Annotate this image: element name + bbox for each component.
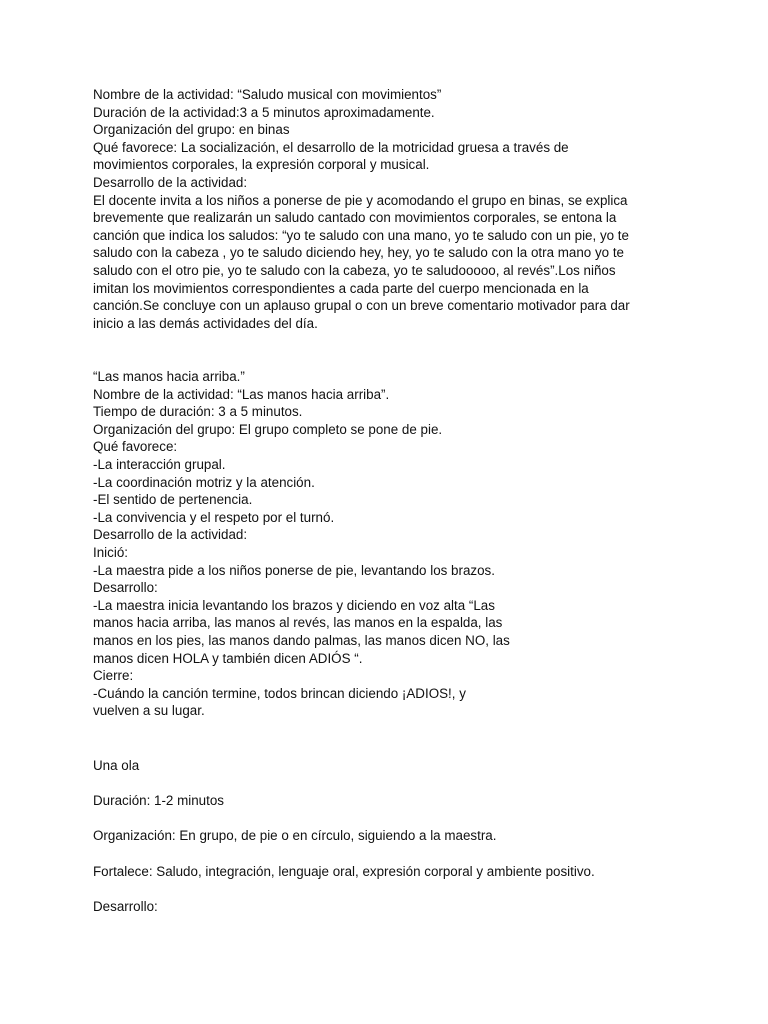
text-line: vuelven a su lugar. (93, 703, 205, 719)
paragraph-gap (93, 810, 693, 828)
paragraph-gap (93, 775, 693, 793)
development-heading: Desarrollo: (93, 898, 158, 914)
duration-line: Duración: 1-2 minutos (93, 793, 224, 809)
text-line: canción.Se concluye con un aplauso grupal o con un breve comentario motivador para dar (93, 298, 630, 314)
text-line: Inició: (93, 544, 128, 560)
text-line: Duración de la actividad:3 a 5 minutos aproximadamente. (93, 104, 435, 120)
text-line: Desarrollo de la actividad: (93, 174, 248, 190)
text-line: saludo con el otro pie, yo te saludo con la cabeza, yo te saludooooo, al revés”.Los niños (93, 262, 616, 278)
text-line: El docente invita a los niños a ponerse de pie y acomodando el grupo en binas, se explica (93, 192, 628, 208)
text-line: manos dicen HOLA y también dicen ADIÓS “. (93, 650, 363, 666)
strengthens-line: Fortalece: Saludo, integración, lenguaje oral, expresión corporal y ambiente positivo. (93, 863, 595, 879)
text-line: manos en los pies, las manos dando palmas, las manos dicen NO, las (93, 632, 510, 648)
activity-title: “Las manos hacia arriba.” (93, 369, 245, 384)
activity-una-ola (93, 757, 693, 915)
text-line: Organización del grupo: en binas (93, 122, 290, 138)
activity-saludo-musical (93, 86, 693, 332)
text-line: inicio a las demás actividades del día. (93, 315, 318, 331)
text-line: Tiempo de duración: 3 a 5 minutos. (93, 404, 303, 420)
organization-line: Organización: En grupo, de pie o en círculo, siguiendo a la maestra. (93, 828, 497, 844)
text-line: Qué favorece: La socialización, el desarrollo de la motricidad gruesa a través de (93, 139, 569, 155)
text-line: Qué favorece: (93, 439, 178, 455)
text-line: Desarrollo: (93, 580, 158, 596)
text-line: -La interacción grupal. (93, 456, 226, 472)
paragraph-gap (93, 880, 693, 898)
text-line: -La coordinación motriz y la atención. (93, 474, 315, 490)
text-line: -Cuándo la canción termine, todos brincan diciendo ¡ADIOS!, y (93, 685, 466, 701)
text-line: Organización del grupo: El grupo completo se pone de pie. (93, 421, 443, 437)
text-line: -El sentido de pertenencia. (93, 492, 253, 508)
text-line: manos hacia arriba, las manos al revés, las manos en la espalda, las (93, 615, 503, 631)
text-line: -La maestra inicia levantando los brazos y diciendo en voz alta “Las (93, 597, 495, 613)
text-line: brevemente que realizarán un saludo cantado con movimientos corporales, se entona la (93, 210, 617, 226)
text-line: saludo con la cabeza , yo te saludo diciendo hey, hey, yo te saludo con la otra mano yo te (93, 245, 625, 261)
activity-manos-hacia-arriba (93, 368, 693, 720)
text-line: Cierre: (93, 668, 134, 684)
text-line: Nombre de la actividad: “Saludo musical con movimientos” (93, 87, 442, 102)
text-line: canción que indica los saludos: “yo te saludo con una mano, yo te saludo con un pie, yo te (93, 227, 629, 243)
text-line: Desarrollo de la actividad: (93, 527, 248, 543)
text-line: Nombre de la actividad: “Las manos hacia arriba”. (93, 386, 390, 402)
paragraph-gap (93, 845, 693, 863)
text-line: -La convivencia y el respeto por el turnó. (93, 509, 335, 525)
text-line: movimientos corporales, la expresión corporal y musical. (93, 157, 430, 173)
activity-title: Una ola (93, 758, 140, 773)
text-line: -La maestra pide a los niños ponerse de pie, levantando los brazos. (93, 562, 495, 578)
text-line: imitan los movimientos correspondientes a cada parte del cuerpo mencionada en la (93, 280, 589, 296)
